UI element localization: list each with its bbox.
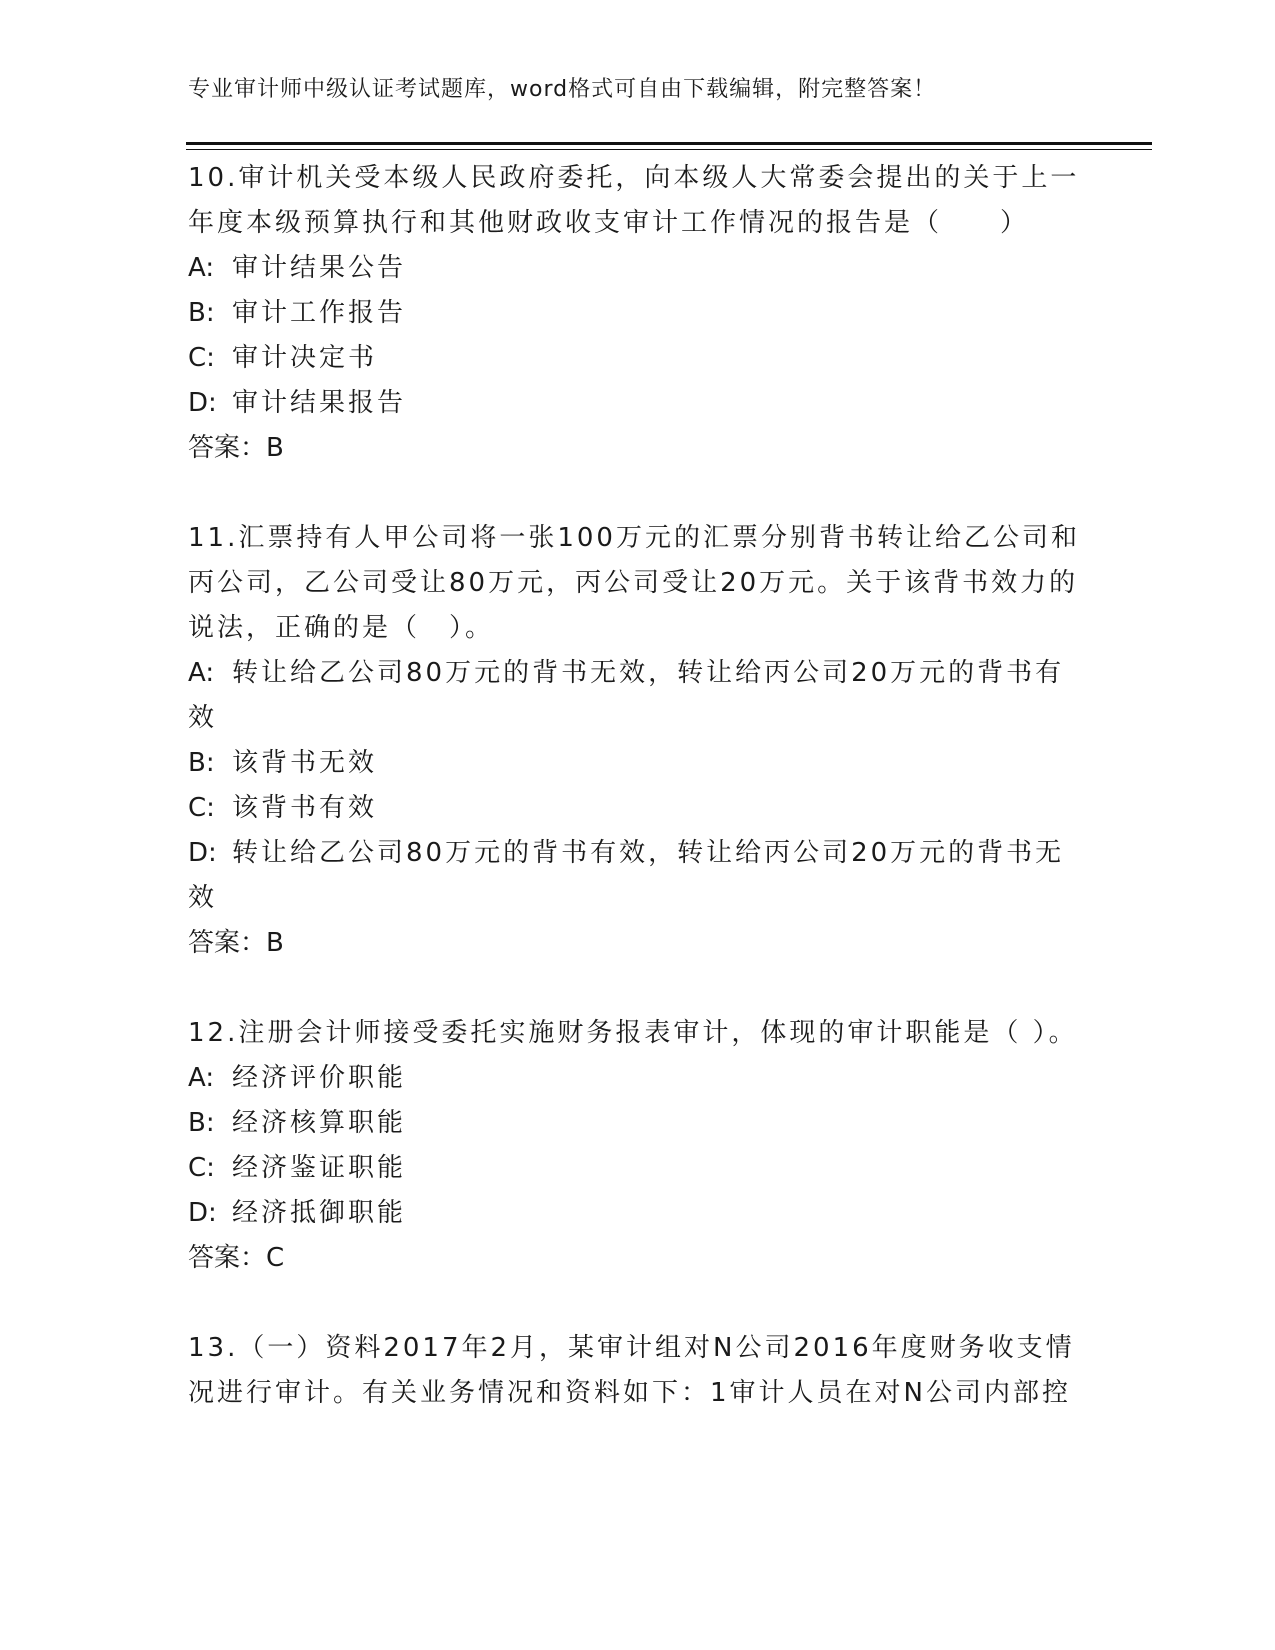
question-stem: 10.审计机关受本级人民政府委托，向本级人大常委会提出的关于上一年度本级预算执行和其他财政收支审计工作情况的报告是（ ） — [188, 163, 1080, 238]
option-text: 审计结果报告 — [232, 388, 407, 418]
option-c — [188, 336, 1088, 381]
option-text: 该背书有效 — [232, 793, 378, 823]
option-text: 审计决定书 — [232, 343, 378, 373]
question-stem: 11.汇票持有人甲公司将一张100万元的汇票分别背书转让给乙公司和丙公司，乙公司受让80万元，丙公司受让20万元。关于该背书效力的说法，正确的是（ ）。 — [188, 523, 1080, 643]
option-text: 审计工作报告 — [232, 298, 407, 328]
option-c — [188, 1146, 1088, 1191]
option-letter: B: — [188, 1108, 215, 1138]
answer-line: 答案：B — [188, 928, 284, 958]
question-list — [188, 156, 1088, 1416]
question-stem: 12.注册会计师接受委托实施财务报表审计，体现的审计职能是（ ）。 — [188, 1018, 1078, 1048]
option-text: 审计结果公告 — [232, 253, 407, 283]
header-rule-thick — [186, 142, 1152, 145]
question-stem: 13.（一）资料2017年2月，某审计组对N公司2016年度财务收支情况进行审计。有关业务情况和资料如下：1审计人员在对N公司内部控 — [188, 1333, 1075, 1408]
option-letter: C: — [188, 793, 215, 823]
question-10 — [188, 156, 1088, 471]
option-b — [188, 291, 1088, 336]
option-letter: A: — [188, 658, 215, 688]
option-text: 经济核算职能 — [232, 1108, 407, 1138]
option-letter: B: — [188, 298, 215, 328]
option-d — [188, 831, 1088, 921]
answer-line: 答案：C — [188, 1243, 285, 1273]
option-b — [188, 741, 1088, 786]
question-12 — [188, 1011, 1088, 1281]
question-13 — [188, 1326, 1088, 1416]
option-text: 经济鉴证职能 — [232, 1153, 407, 1183]
option-letter: D: — [188, 388, 217, 418]
option-letter: A: — [188, 1063, 215, 1093]
option-a — [188, 246, 1088, 291]
option-letter: D: — [188, 838, 217, 868]
option-text: 经济评价职能 — [232, 1063, 407, 1093]
option-letter: B: — [188, 748, 215, 778]
option-c — [188, 786, 1088, 831]
option-letter: A: — [188, 253, 215, 283]
option-letter: C: — [188, 343, 215, 373]
option-a — [188, 651, 1088, 741]
option-d — [188, 1191, 1088, 1236]
option-text: 经济抵御职能 — [232, 1198, 407, 1228]
option-letter: D: — [188, 1198, 217, 1228]
answer-line: 答案：B — [188, 433, 284, 463]
option-a — [188, 1056, 1088, 1101]
option-text: 转让给乙公司80万元的背书无效，转让给丙公司20万元的背书有效 — [188, 658, 1065, 733]
option-d — [188, 381, 1088, 426]
page-header: 专业审计师中级认证考试题库，word格式可自由下载编辑，附完整答案！ — [188, 77, 937, 102]
option-b — [188, 1101, 1088, 1146]
question-11 — [188, 516, 1088, 966]
header-rule-thin — [186, 149, 1152, 150]
option-text: 转让给乙公司80万元的背书有效，转让给丙公司20万元的背书无效 — [188, 838, 1065, 913]
option-letter: C: — [188, 1153, 215, 1183]
option-text: 该背书无效 — [232, 748, 378, 778]
